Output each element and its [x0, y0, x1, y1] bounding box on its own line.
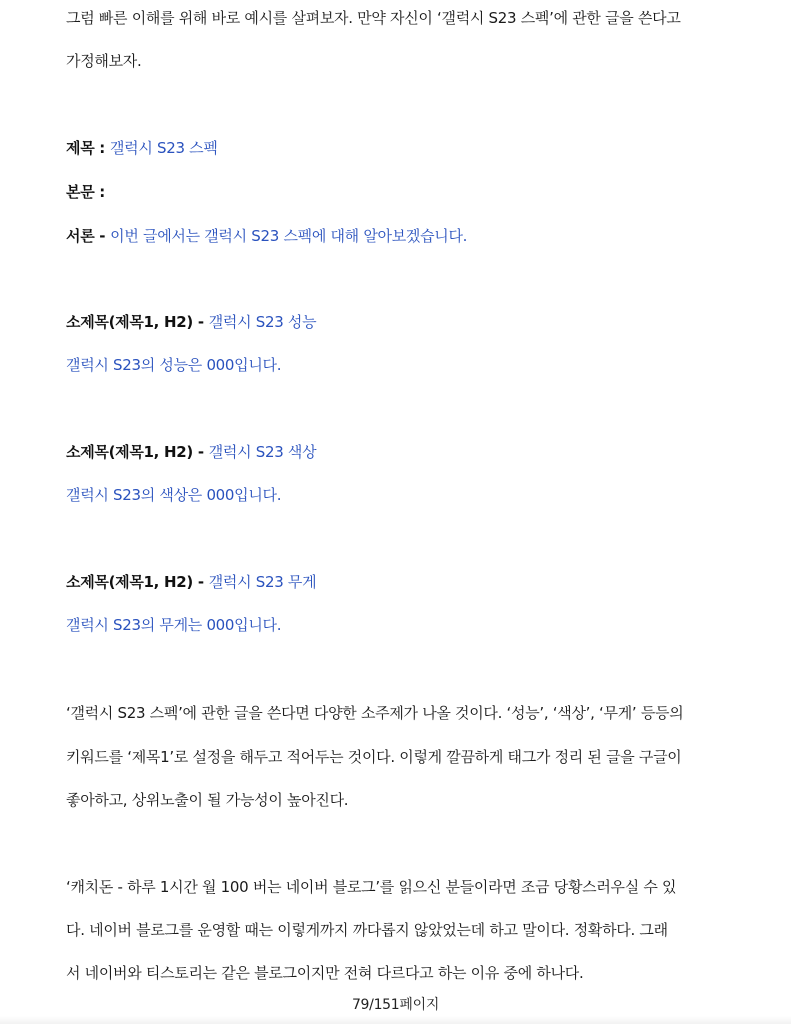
- section-body: 갤럭시 S23의 무게는 000입니다.: [66, 616, 282, 634]
- page-indicator: 79/151페이지: [351, 997, 440, 1013]
- section-heading-value: 갤럭시 S23 성능: [208, 313, 317, 331]
- intro-line-1: 그럼 빠른 이해를 위해 바로 예시를 살펴보자. 만약 자신이 ‘갤럭시 S23 스펙’에 관한 글을 쓴다고: [66, 9, 681, 27]
- example-intro-value: 이번 글에서는 갤럭시 S23 스펙에 대해 알아보겠습니다.: [110, 227, 468, 245]
- example-intro-label: 서론 -: [66, 227, 111, 245]
- bottom-shade: [0, 1016, 791, 1024]
- section-heading-row: [66, 442, 316, 462]
- section-heading-row: [66, 572, 316, 592]
- example-body-label: 본문 :: [66, 183, 106, 201]
- example-body-label-row: [66, 182, 105, 202]
- paragraph1-line-1: ‘갤럭시 S23 스펙’에 관한 글을 쓴다면 다양한 소주제가 나올 것이다. ‘성능’, ‘색상’, ‘무게’ 등등의: [66, 704, 684, 722]
- section-heading-row: [66, 312, 316, 332]
- example-title-value: 갤럭시 S23 스펙: [109, 139, 218, 157]
- paragraph1-line-2: 키워드를 ‘제목1’로 설정을 해두고 적어두는 것이다. 이렇게 깔끔하게 태그가 정리 된 글을 구글이: [66, 748, 682, 766]
- example-intro-row: [66, 226, 467, 246]
- intro-line-2: 가정해보자.: [66, 52, 142, 70]
- paragraph2-line-2: 다. 네이버 블로그를 운영할 때는 이렇게까지 까다롭지 않았었는데 하고 말이다. 정확하다. 그래: [66, 921, 668, 939]
- section-body: 갤럭시 S23의 색상은 000입니다.: [66, 486, 282, 504]
- paragraph2-line-1: ‘캐치돈 - 하루 1시간 월 100 버는 네이버 블로그’를 읽으신 분들이라면 조금 당황스러우실 수 있: [66, 878, 677, 896]
- example-title-row: [66, 138, 218, 158]
- section-heading-value: 갤럭시 S23 무게: [208, 573, 317, 591]
- example-title-label: 제목 :: [66, 139, 110, 157]
- section-heading-label: 소제목(제목1, H2) -: [66, 573, 209, 591]
- paragraph1-line-3: 좋아하고, 상위노출이 될 가능성이 높아진다.: [66, 791, 349, 809]
- section-heading-label: 소제목(제목1, H2) -: [66, 443, 209, 461]
- paragraph2-line-3: 서 네이버와 티스토리는 같은 블로그이지만 전혀 다르다고 하는 이유 중에 하나다.: [66, 964, 584, 982]
- section-heading-label: 소제목(제목1, H2) -: [66, 313, 209, 331]
- section-body: 갤럭시 S23의 성능은 000입니다.: [66, 356, 282, 374]
- section-heading-value: 갤럭시 S23 색상: [208, 443, 317, 461]
